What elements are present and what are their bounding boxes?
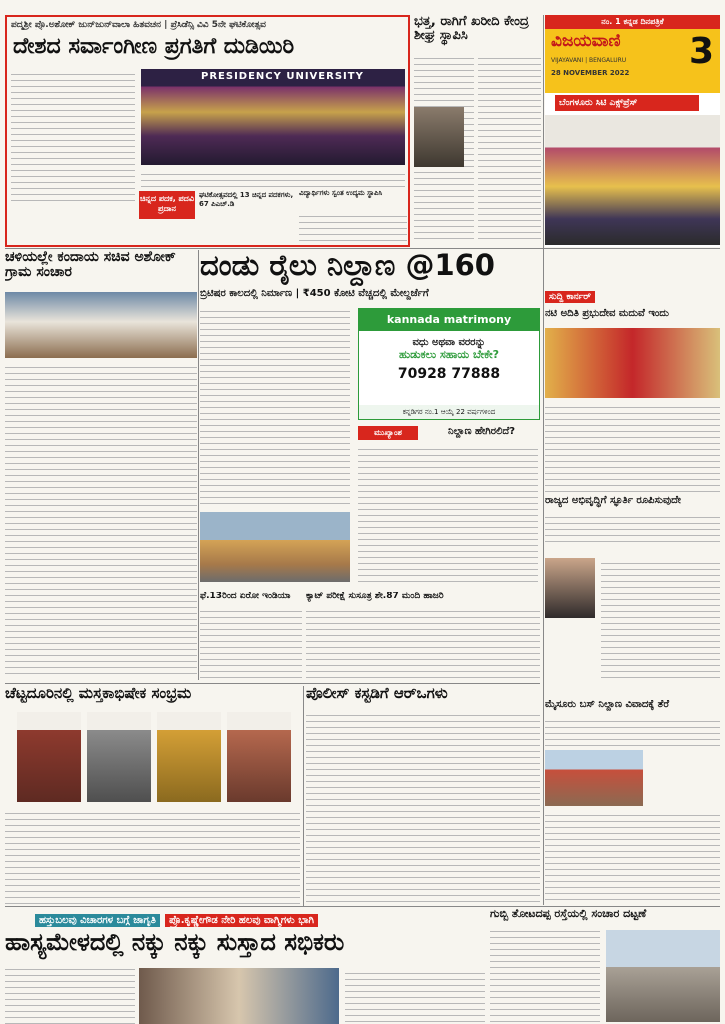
candidate-photo (545, 558, 595, 618)
suddi-body (545, 402, 720, 492)
rule-h1 (5, 248, 720, 249)
chettadu-headline: ಚೆಟ್ಟದೂರಿನಲ್ಲಿ ಮಸ್ತಕಾಭಿಷೇಕ ಸಂಭ್ರಮ (5, 686, 192, 702)
side-text: ವಿದ್ಯಾರ್ಥಿಗಳು ಸ್ವಂತ ಉದ್ಯಮ ಸ್ಥಾಪಿಸಿ (299, 189, 383, 197)
cat-story (306, 592, 540, 680)
city-strip: ಬೆಂಗಳೂರು ಸಿಟಿ ಎಕ್ಸ್‌ಪ್ರೆಸ್ (555, 95, 699, 111)
rail-body (200, 306, 350, 506)
cat-headline: ಕ್ಯಾಟ್ ಪರೀಕ್ಷೆ ಸುಸೂತ್ರ ಶೇ.87 ಮಂದಿ ಹಾಜರಿ (306, 592, 444, 601)
police-body (306, 710, 540, 904)
top-story-body (11, 69, 135, 204)
masthead (545, 15, 720, 247)
statue-photo-4 (227, 712, 291, 802)
ashok-body (5, 362, 197, 677)
top-story (5, 15, 410, 247)
gubbi-story (490, 908, 720, 1024)
aero-body (200, 606, 302, 678)
ad-line2: ಹುಡುಕಲು ಸಹಾಯ ಬೇಕೇ? (398, 348, 500, 361)
rail-subhead: ಬ್ರಿಟಿಷರ ಕಾಲದಲ್ಲಿ ನಿರ್ಮಾಣ | ₹450 ಕೋಟಿ ವೆಚ್ಚದಲ್ಲಿ ಮೇಲ್ದರ್ಜೆಗೆ (200, 288, 429, 299)
event-photo (545, 115, 720, 245)
masthead-band (545, 29, 720, 93)
haasya-kicker-2: ಪ್ರೊ.ಕೃಷ್ಣೇಗೌಡ ನೇರಿ ಹಲವು ವಾಗ್ಮಿಗಳು ಭಾಗಿ (165, 914, 318, 927)
rule-v1 (543, 15, 544, 905)
side-body (299, 211, 407, 243)
ashok-headline: ಚಳಿಯಲ್ಲೇ ಕಂದಾಯ ಸಚಿವ ಅಶೋಕ್ ಗ್ರಾಮ ಸಂಚಾರ (5, 250, 176, 280)
rule-h2 (5, 683, 540, 684)
suddi-headline: ನಟಿ ಅದಿತಿ ಪ್ರಭುದೇವ ಮದುವೆ ಇಂದು (545, 308, 669, 319)
masthead-sub: VIJAYAVANI | BENGALURU (551, 57, 627, 64)
ashok-photo (5, 292, 197, 358)
bus-story (545, 700, 720, 906)
gubbi-body (490, 926, 600, 1022)
haasya-kicker-1: ಹಸ್ತುಬಲವು ವಿಚಾರಗಳ ಬಗ್ಗೆ ಜಾಗೃತಿ (35, 914, 160, 927)
convocation-photo (141, 69, 405, 165)
gubbi-headline: ಗುಬ್ಬಿ ತೋಟದಪ್ಪ ರಸ್ತೆಯಲ್ಲಿ ಸಂಚಾರ ದಟ್ಟಣೆ (490, 908, 647, 920)
chettadu-body (5, 808, 300, 904)
gold-medal-box: ಚಿನ್ನದ ಪದಕ, ಪದವಿ ಪ್ರದಾನ (139, 191, 195, 219)
rajya-headline: ರಾಜ್ಯದ ಅಭಿವೃದ್ಧಿಗೆ ಸ್ಫೂರ್ತಿ ರೂಪಿಸುವುದೇ (545, 495, 681, 506)
suddi-tag: ಸುದ್ದಿ ಕಾರ್ನರ್ (545, 291, 595, 303)
matrimony-ad (358, 308, 540, 420)
page-number: 3 (688, 31, 714, 72)
haasya-photo (139, 968, 339, 1024)
haasya-body-2 (345, 968, 485, 1024)
bus-body (545, 716, 720, 746)
candidate-profile (545, 548, 720, 680)
station-photo (200, 512, 350, 582)
bus-body-2 (545, 810, 720, 904)
station-box-title: ನಿಲ್ದಾಣ ಹೇಗಿರಲಿದೆ? (448, 426, 516, 437)
police-headline: ಪೊಲೀಸ್ ಕಸ್ಟಡಿಗೆ ಆರ್‌ಒಗಳು (306, 686, 448, 702)
photo-caption (141, 169, 405, 187)
aero-headline: ಫೆ.13ರಿಂದ ಏರೋ ಇಂಡಿಯಾ (200, 592, 291, 601)
masthead-date: 28 NOVEMBER 2022 (551, 69, 630, 77)
photo-banner: PRESIDENCY UNIVERSITY (201, 71, 364, 82)
stat-text: ಘಟಿಕೋತ್ಸವದಲ್ಲಿ 13 ಚಿನ್ನದ ಪದಕಗಳು, 67 ಪಿಎಚ್.ಡಿ (199, 191, 294, 208)
rail-headline: ದಂಡು ರೈಲು ನಿಲ್ದಾಣ @160 (200, 250, 495, 282)
middle-story-headline: ಭತ್ತ, ರಾಗಿಗೆ ಖರೀದಿ ಕೇಂದ್ರ ಶೀಘ್ರ ಸ್ಥಾಪಿಸಿ (414, 15, 529, 43)
wedding-photo (545, 328, 720, 398)
masthead-title: ವಿಜಯವಾಣಿ (551, 31, 621, 51)
candidate-body (601, 558, 720, 678)
rule-v2 (198, 250, 199, 680)
haasya-body (5, 964, 135, 1024)
haasya-headline: ಹಾಸ್ಯಮೇಳದಲ್ಲಿ ನಕ್ಕು ನಕ್ಕು ಸುಸ್ತಾದ ಸಭಿಕರು (5, 928, 345, 956)
haasya-kicker (35, 908, 318, 926)
top-story-kicker: ಪದ್ಮಶ್ರೀ ಪ್ರೊ.ಅಶೋಕ್ ಜುನ್‌ಜುನ್‌ವಾಲಾ ಹಿತವಚನ | ಪ್ರೆಸಿಡೆನ್ಸಿ ವಿವಿ 5ನೇ ಘಟಿಕೋತ್ಸವ (11, 20, 266, 30)
rule-v3 (303, 686, 304, 906)
ashok-story (5, 250, 197, 680)
bus-stand-photo (545, 750, 643, 806)
ad-line1: ವಧು ಅಥವಾ ವರರನ್ನು (412, 337, 486, 348)
haasya-story (5, 908, 485, 1024)
statue-photo-1 (17, 712, 81, 802)
rule-h3 (5, 906, 720, 907)
chettadu-story (5, 686, 300, 906)
minister-photo (414, 107, 464, 167)
police-story (306, 686, 540, 906)
middle-story-body-2 (478, 53, 541, 243)
top-story-headline: ದೇಶದ ಸರ್ವಾಂಗೀಣ ಪ್ರಗತಿಗೆ ದುಡಿಯಿರಿ (13, 34, 295, 59)
middle-story (414, 15, 541, 247)
statue-photo-3 (157, 712, 221, 802)
ad-brand: kannada matrimony (359, 309, 539, 331)
bus-headline: ಮೈಸೂರು ಬಸ್ ನಿಲ್ದಾಣ ವಿವಾದಕ್ಕೆ ತೆರೆ (545, 700, 670, 710)
aero-story (200, 592, 302, 680)
ad-phone: 70928 77888 (397, 366, 501, 382)
station-box-body (358, 444, 538, 584)
rail-story (200, 250, 540, 590)
rajya-body (545, 512, 720, 542)
cat-body (306, 606, 540, 678)
edition-line: ನಂ. 1 ಕನ್ನಡ ದಿನಪತ್ರಿಕೆ (545, 15, 720, 29)
statue-photo-2 (87, 712, 151, 802)
ad-footer: ಕನ್ನಡಿಗರ ನಂ.1 ಆಯ್ಕೆ 22 ವರ್ಷಗಳಿಂದ (359, 405, 539, 419)
highlights-tag: ಮುಖ್ಯಾಂಶ (358, 426, 418, 440)
suddi-corner (545, 284, 720, 544)
road-photo (606, 930, 720, 1022)
